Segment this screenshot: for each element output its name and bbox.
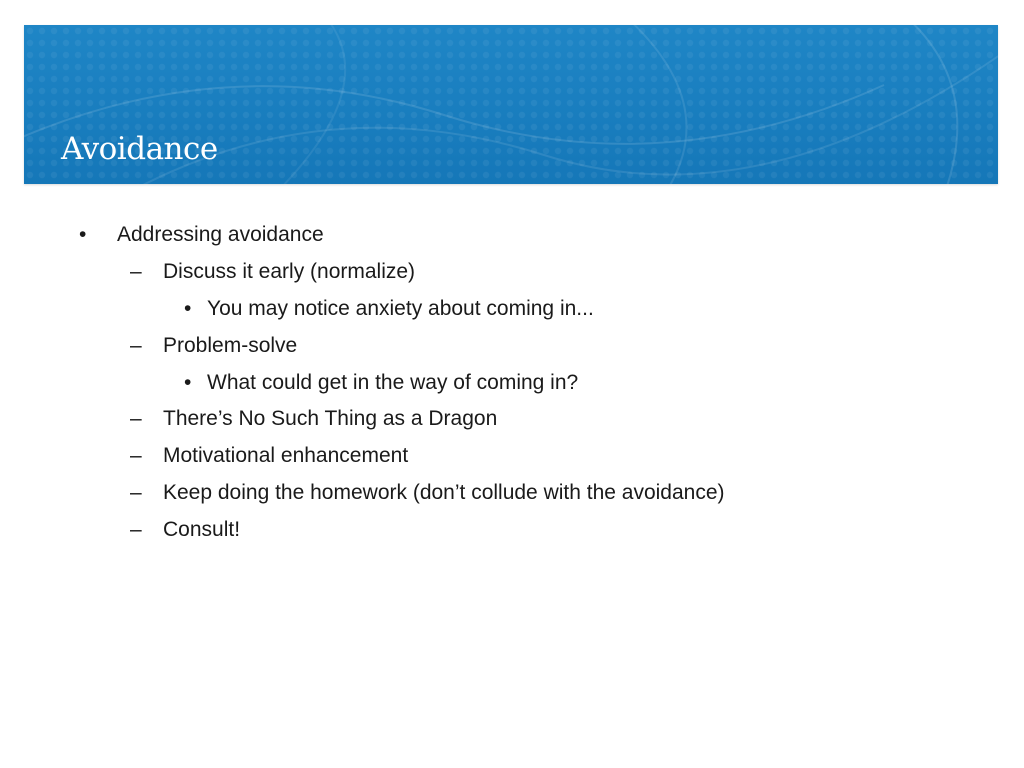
slide-title: Avoidance	[61, 131, 218, 167]
bullet-notice-anxiety: You may notice anxiety about coming in...	[207, 297, 594, 320]
sub-bullet-marker: •	[184, 297, 192, 320]
dash-marker: –	[130, 444, 142, 467]
bullet-no-dragon: There’s No Such Thing as a Dragon	[163, 407, 498, 430]
dash-marker: –	[130, 407, 142, 430]
bullet-what-could-get: What could get in the way of coming in?	[207, 371, 579, 394]
bullet-motivational: Motivational enhancement	[163, 444, 409, 467]
bullet-discuss-early: Discuss it early (normalize)	[163, 260, 416, 283]
bullet-problem-solve: Problem-solve	[163, 334, 298, 357]
dash-marker: –	[130, 260, 142, 283]
bullet-consult: Consult!	[163, 518, 241, 541]
bullet-addressing-avoidance: Addressing avoidance	[117, 223, 324, 246]
bullet-keep-homework: Keep doing the homework (don’t collude with the avoidance)	[163, 481, 725, 504]
dash-marker: –	[130, 518, 142, 541]
dash-marker: –	[130, 481, 142, 504]
dash-marker: –	[130, 334, 142, 357]
bullet-marker: •	[79, 223, 87, 246]
sub-bullet-marker: •	[184, 371, 192, 394]
